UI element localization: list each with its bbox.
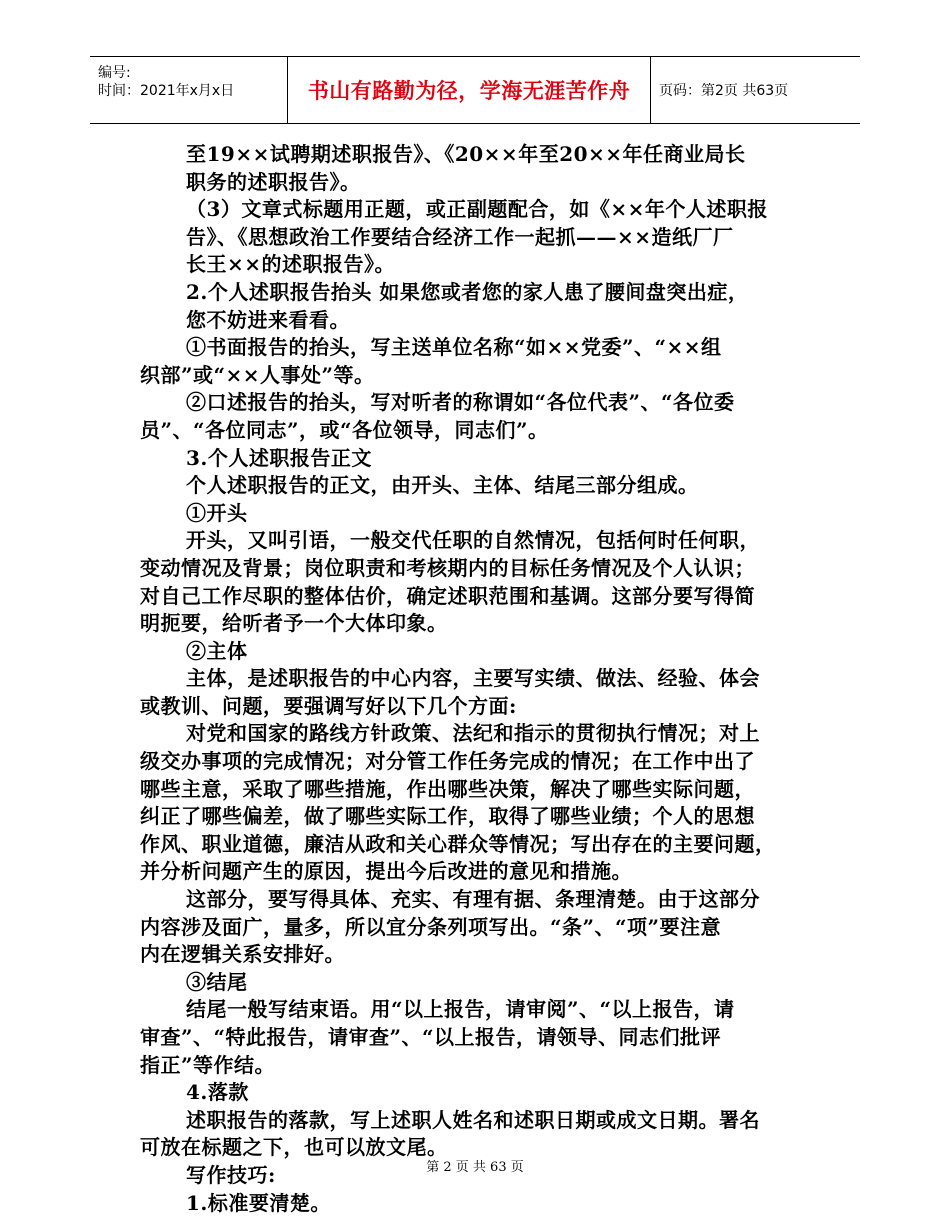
- text-line: 变动情况及背景；岗位职责和考核期内的目标任务情况及个人认识；: [140, 555, 755, 580]
- text-line: 述职报告的落款，写上述职人姓名和述职日期或成文日期。署名: [186, 1107, 760, 1132]
- text-line: 这部分，要写得具体、充实、有理有据、条理清楚。由于这部分: [186, 887, 760, 912]
- text-line: 至19××试聘期述职报告》、《20××年至20××年任商业局长: [186, 142, 746, 166]
- header-meta-cell: [90, 57, 288, 123]
- header-motto: 书山有路勤为径，学海无涯苦作舟: [288, 57, 651, 123]
- text-line: ②口述报告的抬头，写对听者的称谓如“各位代表”、“各位委: [186, 390, 735, 415]
- text-line: 开头，又叫引语，一般交代任职的自然情况，包括何时任何职，: [186, 528, 760, 553]
- page-header: [90, 56, 860, 124]
- header-page-label: 页码：第2页 共63页: [659, 83, 789, 99]
- text-line: 2.个人述职报告抬头 如果您或者您的家人患了腰间盘突出症，: [186, 279, 749, 304]
- number-label: 编号:: [98, 65, 131, 81]
- page-footer: 第 2 页 共 63 页: [426, 1160, 524, 1175]
- text-line: 并分析问题产生的原因，提出今后改进的意见和措施。: [140, 859, 632, 884]
- text-line: 长王××的述职报告》。: [186, 252, 396, 277]
- text-line: ①书面报告的抬头，写主送单位名称“如××党委”、“××组: [186, 335, 722, 360]
- text-line: 您不妨进来看看。: [186, 307, 350, 332]
- text-line: 指正”等作结。: [140, 1052, 276, 1077]
- text-line: 主体，是述职报告的中心内容，主要写实绩、做法、经验、体会: [186, 666, 760, 691]
- text-line: ①开头: [186, 500, 248, 525]
- text-line: 明扼要，给听者予一个大体印象。: [140, 611, 448, 636]
- text-line: 审查”、“特此报告，请审查”、“以上报告，请领导、同志们批评: [140, 1025, 722, 1049]
- text-line: 3.个人述职报告正文: [186, 445, 372, 470]
- text-line: 可放在标题之下，也可以放文尾。: [140, 1135, 448, 1160]
- text-line: ③结尾: [186, 969, 248, 994]
- text-line: 哪些主意，采取了哪些措施，作出哪些决策，解决了哪些实际问题，: [140, 776, 755, 801]
- text-line: 内容涉及面广，量多，所以宜分条列项写出。“条”、“项”要注意: [140, 914, 722, 939]
- text-line: 1.标准要清楚。: [186, 1190, 331, 1215]
- text-line: （3）文章式标题用正题，或正副题配合，如《××年个人述职报: [186, 197, 768, 222]
- document-body: [140, 141, 810, 1217]
- text-line: ②主体: [186, 638, 248, 663]
- text-line: 个人述职报告的正文，由开头、主体、结尾三部分组成。: [186, 473, 699, 498]
- text-line: 结尾一般写结束语。用“以上报告，请审阅”、“以上报告，请: [186, 997, 735, 1022]
- text-line: 内在逻辑关系安排好。: [140, 942, 345, 967]
- time-label: 时间：2021年x月x日: [98, 83, 235, 99]
- text-line: 级交办事项的完成情况；对分管工作任务完成的情况；在工作中出了: [140, 749, 755, 774]
- text-line: 或教训、问题，要强调写好以下几个方面:: [140, 693, 517, 718]
- text-line: 作风、职业道德，廉洁从政和关心群众等情况；写出存在的主要问题，: [140, 831, 776, 856]
- text-line: 纠正了哪些偏差，做了哪些实际工作，取得了哪些业绩；个人的思想: [140, 804, 755, 829]
- text-line: 织部”或“××人事处”等。: [140, 362, 375, 387]
- text-line: 对自己工作尽职的整体估价，确定述职范围和基调。这部分要写得简: [140, 583, 755, 608]
- text-line: 职务的述职报告》。: [186, 169, 361, 194]
- text-line: 4.落款: [186, 1080, 249, 1105]
- text-line: 对党和国家的路线方针政策、法纪和指示的贯彻执行情况；对上: [186, 721, 760, 746]
- text-line: 写作技巧:: [186, 1162, 276, 1187]
- text-line: 员”、“各位同志”，或“各位领导，同志们”。: [140, 417, 549, 442]
- text-line: 告》、《思想政治工作要结合经济工作一起抓——××造纸厂厂: [186, 224, 734, 249]
